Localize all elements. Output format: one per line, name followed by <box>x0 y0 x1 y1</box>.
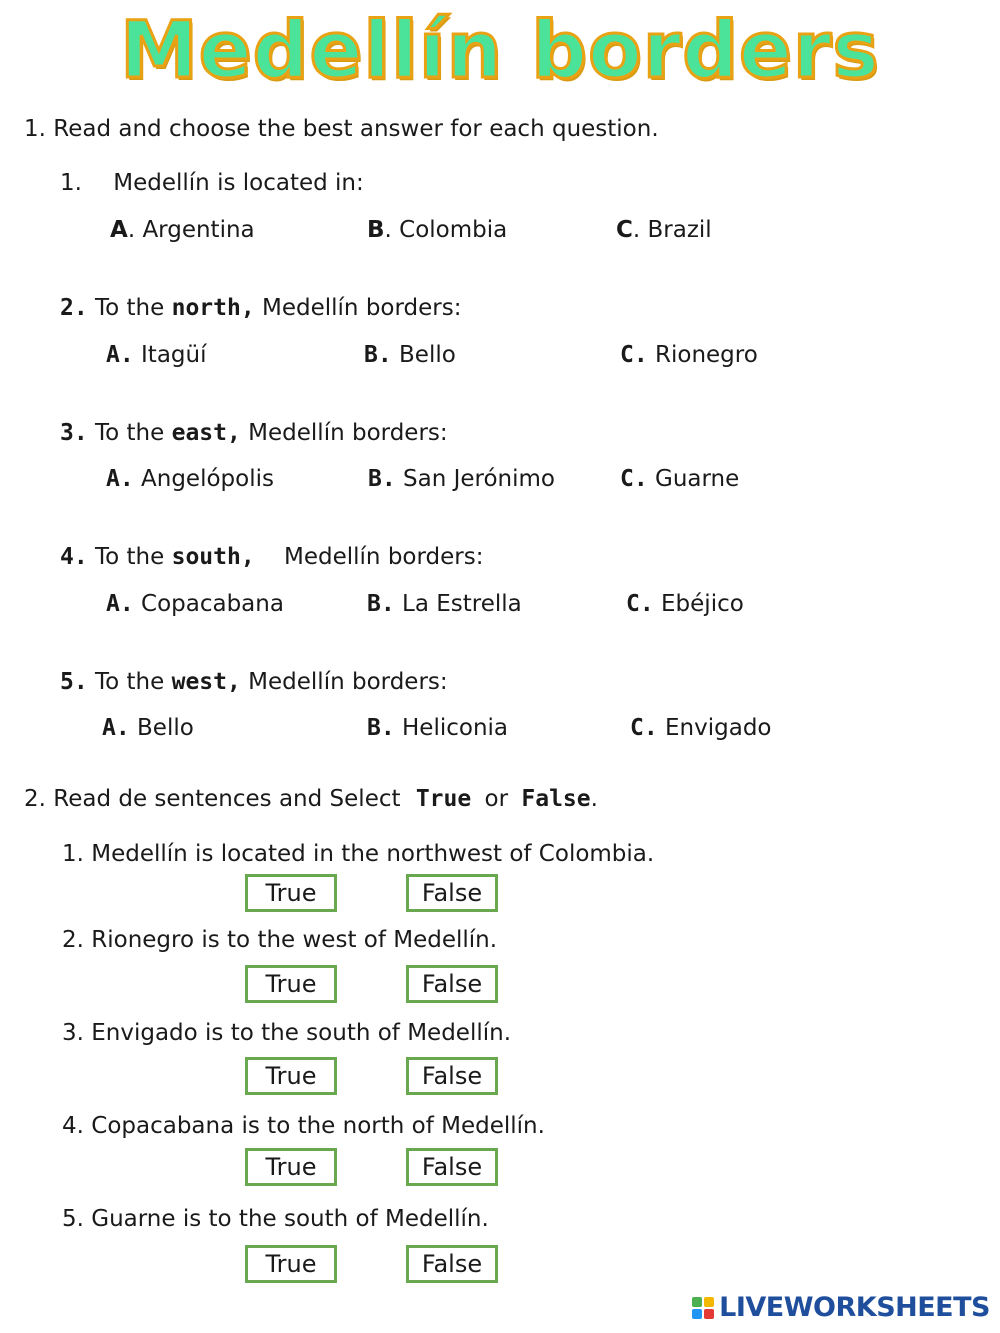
false-button-5[interactable]: False <box>406 1245 498 1283</box>
option-2b[interactable] <box>364 342 456 368</box>
option-3b[interactable] <box>368 466 555 492</box>
question-number: 2. <box>60 295 88 321</box>
question-3 <box>60 420 448 446</box>
option-text: Brazil <box>647 217 712 243</box>
question-post: Medellín borders: <box>248 420 448 446</box>
question-pre: To the <box>95 295 165 321</box>
option-1b[interactable]: B. Colombia <box>367 217 508 243</box>
option-letter: C <box>616 217 633 243</box>
option-1a[interactable]: A. Argentina <box>110 217 255 243</box>
option-2a[interactable] <box>106 342 206 368</box>
question-number: 3. <box>60 420 88 446</box>
statement-4: 4. Copacabana is to the north of Medellín. <box>62 1113 545 1139</box>
option-text: Copacabana <box>141 591 284 617</box>
false-button-2[interactable]: False <box>406 965 498 1003</box>
statement-1: 1. Medellín is located in the northwest of Colombia. <box>62 841 655 867</box>
option-letter: A. <box>106 466 134 492</box>
direction-word: east, <box>171 420 241 446</box>
section2-instruction <box>24 786 598 812</box>
page-title: Medellín borders <box>120 6 880 96</box>
option-letter: C. <box>620 466 648 492</box>
option-text: Bello <box>137 715 194 741</box>
option-text: Guarne <box>655 466 740 492</box>
question-4 <box>60 544 483 570</box>
false-button-3[interactable]: False <box>406 1057 498 1095</box>
option-text: Itagüí <box>141 342 207 368</box>
statement-3: 3. Envigado is to the south of Medellín. <box>62 1020 512 1046</box>
question-5 <box>60 669 448 695</box>
period: . <box>590 786 598 812</box>
statement-5: 5. Guarne is to the south of Medellín. <box>62 1206 489 1232</box>
question-post: Medellín borders: <box>248 669 448 695</box>
option-3c[interactable] <box>620 466 739 492</box>
true-button-5[interactable]: True <box>245 1245 337 1283</box>
direction-word: west, <box>171 669 241 695</box>
option-5a[interactable] <box>102 715 194 741</box>
option-letter: A. <box>102 715 130 741</box>
option-3a[interactable] <box>106 466 274 492</box>
option-letter: C. <box>630 715 658 741</box>
option-text: San Jerónimo <box>403 466 555 492</box>
direction-word: north, <box>171 295 255 321</box>
false-button-1[interactable]: False <box>406 874 498 912</box>
true-button-3[interactable]: True <box>245 1057 337 1095</box>
or-word: or <box>484 786 509 812</box>
question-pre: To the <box>95 544 165 570</box>
true-button-1[interactable]: True <box>245 874 337 912</box>
option-5b[interactable] <box>367 715 508 741</box>
true-word: True <box>415 786 472 812</box>
option-text: Ebéjico <box>661 591 744 617</box>
option-4a[interactable] <box>106 591 284 617</box>
option-2c[interactable] <box>620 342 758 368</box>
question-pre: To the <box>95 669 165 695</box>
liveworksheets-logo-icon <box>692 1297 714 1319</box>
option-letter: B. <box>367 715 395 741</box>
question-2 <box>60 295 461 321</box>
question-number: 5. <box>60 669 88 695</box>
question-pre: To the <box>95 420 165 446</box>
brand-wordmark: LIVEWORKSHEETS <box>719 1292 990 1323</box>
question-post: Medellín borders: <box>262 295 462 321</box>
option-text: Colombia <box>399 217 508 243</box>
option-letter: A. <box>106 591 134 617</box>
option-letter: B. <box>364 342 392 368</box>
false-word: False <box>521 786 591 812</box>
option-letter: C. <box>620 342 648 368</box>
option-letter: B. <box>367 591 395 617</box>
option-text: Envigado <box>665 715 772 741</box>
option-5c[interactable] <box>630 715 772 741</box>
question-1 <box>60 170 364 196</box>
option-letter: A. <box>106 342 134 368</box>
question-number: 1. <box>60 170 82 196</box>
question-text: Medellín is located in: <box>113 170 364 196</box>
true-button-4[interactable]: True <box>245 1148 337 1186</box>
statement-2: 2. Rionegro is to the west of Medellín. <box>62 927 498 953</box>
instruction-text: 2. Read de sentences and Select <box>24 786 401 812</box>
option-letter: B. <box>368 466 396 492</box>
true-button-2[interactable]: True <box>245 965 337 1003</box>
direction-word: south, <box>171 544 255 570</box>
section1-instruction: 1. Read and choose the best answer for each question. <box>24 116 659 142</box>
option-4b[interactable] <box>367 591 522 617</box>
false-button-4[interactable]: False <box>406 1148 498 1186</box>
option-text: Heliconia <box>402 715 509 741</box>
option-letter: A <box>110 217 128 243</box>
option-text: La Estrella <box>402 591 522 617</box>
option-text: Angelópolis <box>141 466 274 492</box>
option-letter: C. <box>626 591 654 617</box>
option-letter: B <box>367 217 385 243</box>
option-text: Rionegro <box>655 342 758 368</box>
option-text: Bello <box>399 342 456 368</box>
option-text: Argentina <box>142 217 255 243</box>
question-number: 4. <box>60 544 88 570</box>
option-1c[interactable]: C. Brazil <box>616 217 712 243</box>
option-4c[interactable] <box>626 591 744 617</box>
question-post: Medellín borders: <box>284 544 484 570</box>
